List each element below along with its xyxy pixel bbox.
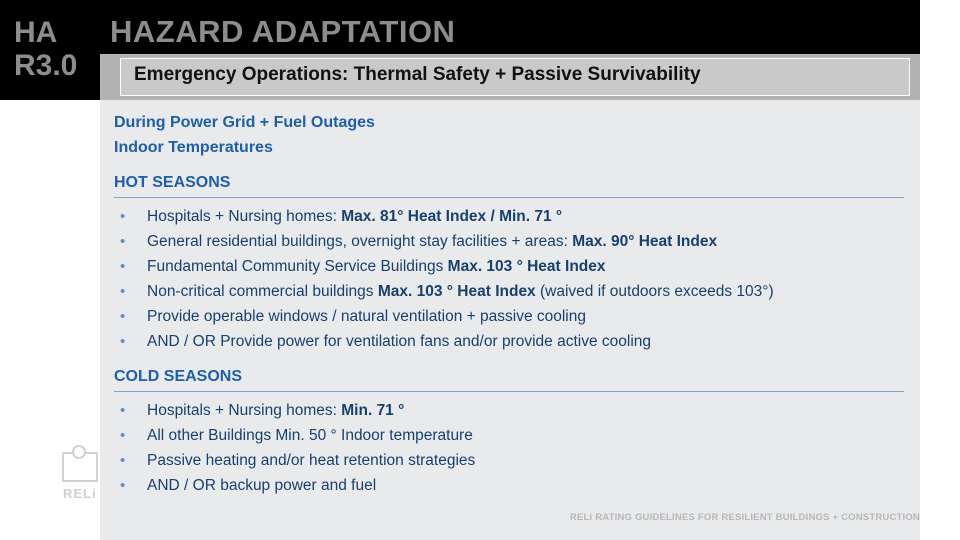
list-item (114, 304, 914, 329)
item-lead-text: AND / OR Provide power for ventilation fans and/or provide active cooling (147, 333, 651, 350)
bullet-icon: • (120, 402, 126, 419)
list-item (114, 204, 914, 229)
intro-line-1: During Power Grid + Fuel Outages (114, 114, 375, 131)
item-lead-text: Hospitals + Nursing homes: (147, 208, 342, 225)
bullet-icon: • (120, 333, 126, 350)
item-lead-text: Non-critical commercial buildings (147, 283, 378, 300)
list-item (114, 423, 914, 448)
bullet-icon: • (120, 283, 126, 300)
bullet-icon: • (120, 427, 126, 444)
item-lead-text: AND / OR backup power and fuel (147, 477, 377, 494)
reli-wordmark: RELi (63, 486, 97, 501)
section-label-cold-seasons: COLD SEASONS (114, 368, 243, 385)
right-margin-strip (920, 0, 960, 540)
badge-line-2: R3.0 (14, 49, 78, 82)
content-area (114, 110, 914, 498)
bullet-list-cold-seasons (114, 398, 914, 498)
bullet-icon: • (120, 477, 126, 494)
page-title: HAZARD ADAPTATION (110, 14, 456, 49)
subheader-title: Emergency Operations: Thermal Safety + Passive Survivability (134, 64, 701, 85)
list-item (114, 398, 914, 423)
item-lead-text: General residential buildings, overnight stay facilities + areas: (147, 233, 573, 250)
item-lead-text: Fundamental Community Service Buildings (147, 258, 448, 275)
section-divider-cold (114, 391, 904, 392)
item-strong-text: Max. 81° Heat Index / Min. 71 ° (341, 208, 563, 225)
bullet-icon: • (120, 233, 126, 250)
intro-line-2: Indoor Temperatures (114, 139, 273, 156)
item-strong-text: Min. 71 ° (341, 402, 405, 419)
footer-credit: RELi RATING GUIDELINES FOR RESILIENT BUILDINGS + CONSTRUCTION (569, 512, 920, 523)
list-item (114, 229, 914, 254)
list-item (114, 448, 914, 473)
item-strong-text: Max. 103 ° Heat Index (377, 283, 536, 300)
item-lead-text: Passive heating and/or heat retention strategies (147, 452, 476, 469)
bullet-icon: • (120, 258, 126, 275)
item-lead-text: Provide operable windows / natural ventilation + passive cooling (147, 308, 586, 325)
item-lead-text: Hospitals + Nursing homes: (147, 402, 342, 419)
item-tail-text: (waived if outdoors exceeds 103°) (535, 283, 774, 300)
reli-logo (62, 452, 116, 506)
bullet-icon: • (120, 208, 126, 225)
list-item (114, 473, 914, 498)
list-item (114, 254, 914, 279)
reli-logo-icon (62, 452, 98, 482)
badge-line-1: HA (14, 16, 58, 49)
bullet-icon: • (120, 308, 126, 325)
item-strong-text: Max. 90° Heat Index (572, 233, 718, 250)
item-strong-text: Max. 103 ° Heat Index (447, 258, 606, 275)
list-item (114, 329, 914, 354)
bullet-icon: • (120, 452, 126, 469)
list-item (114, 279, 914, 304)
section-label-hot-seasons: HOT SEASONS (114, 174, 231, 191)
hazard-code-badge (0, 0, 100, 100)
bullet-list-hot-seasons (114, 204, 914, 354)
item-lead-text: All other Buildings Min. 50 ° Indoor temperature (147, 427, 473, 444)
section-divider-hot (114, 197, 904, 198)
